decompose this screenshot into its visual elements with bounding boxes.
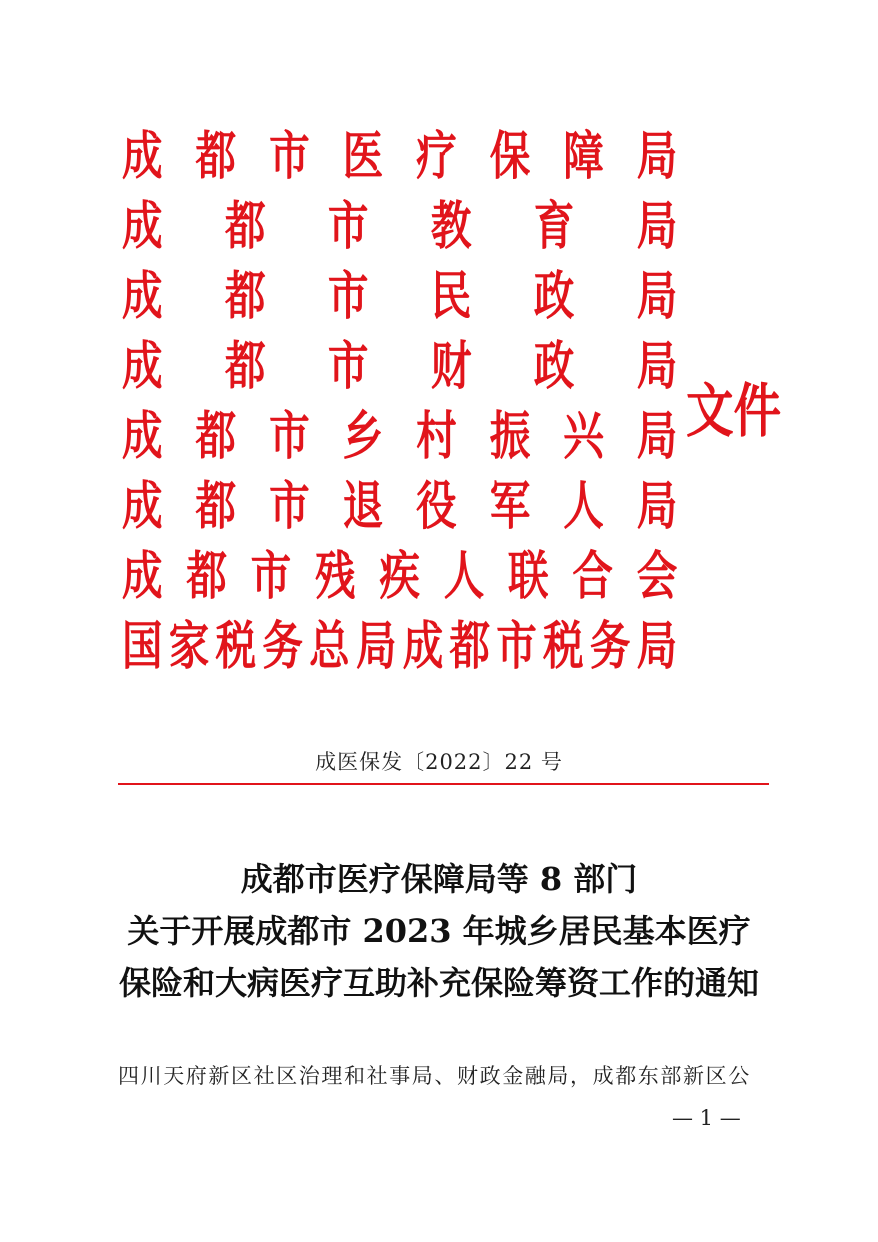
issuer-char: 疾 xyxy=(379,547,420,607)
issuer-char: 务 xyxy=(262,617,303,677)
document-suffix: 文件 xyxy=(686,377,782,445)
issuer-char: 都 xyxy=(195,127,237,187)
issuer-char: 市 xyxy=(496,617,537,677)
issuer-char: 成 xyxy=(122,407,163,467)
issuer-row xyxy=(122,262,677,332)
title-line-3: 保险和大病医疗互助补充保险筹资工作的通知 xyxy=(118,964,759,1002)
issuer-char: 成 xyxy=(122,337,163,397)
issuer-char: 成 xyxy=(122,547,163,607)
title-line-2: 关于开展成都市 2023 年城乡居民基本医疗 xyxy=(127,912,751,950)
issuer-char: 人 xyxy=(443,547,485,607)
issuer-char: 役 xyxy=(416,477,457,537)
issuer-char: 局 xyxy=(636,267,678,327)
issuer-char: 总 xyxy=(309,617,350,677)
issuer-char: 成 xyxy=(122,267,163,327)
issuing-authorities xyxy=(122,122,678,682)
issuer-char: 市 xyxy=(250,547,292,607)
issuer-char: 保 xyxy=(489,127,531,187)
issuer-char: 人 xyxy=(563,477,604,537)
page-number: — 1 — xyxy=(672,1106,741,1130)
issuer-char: 务 xyxy=(589,617,631,677)
issuer-char: 育 xyxy=(533,197,575,257)
issuer-char: 成 xyxy=(122,127,163,187)
issuer-char: 市 xyxy=(269,407,310,467)
issuer-char: 都 xyxy=(195,477,237,537)
issuer-char: 局 xyxy=(636,477,678,537)
issuer-row xyxy=(122,402,677,472)
issuer-row xyxy=(122,122,677,192)
issuer-char: 村 xyxy=(416,407,457,467)
issuer-char: 成 xyxy=(122,197,163,257)
issuer-char: 都 xyxy=(224,267,266,327)
issuer-char: 成 xyxy=(122,477,163,537)
issuer-char: 财 xyxy=(430,337,472,397)
issuer-row xyxy=(122,192,677,262)
issuer-char: 都 xyxy=(449,617,491,677)
issuer-char: 乡 xyxy=(342,407,384,467)
issuer-char: 政 xyxy=(533,267,575,327)
issuer-char: 成 xyxy=(402,617,444,677)
issuer-char: 疗 xyxy=(416,127,457,187)
document-title xyxy=(0,853,878,1009)
issuer-char: 退 xyxy=(342,477,384,537)
issuer-char: 市 xyxy=(269,127,310,187)
issuer-char: 障 xyxy=(563,127,604,187)
issuer-char: 家 xyxy=(168,617,210,677)
issuer-char: 政 xyxy=(533,337,575,397)
issuer-char: 国 xyxy=(122,617,163,677)
issuer-char: 局 xyxy=(636,407,678,467)
title-line-1: 成都市医疗保障局等 8 部门 xyxy=(240,860,638,898)
issuer-char: 税 xyxy=(543,617,584,677)
document-number: 成医保发〔2022〕22 号 xyxy=(315,750,563,774)
issuer-char: 残 xyxy=(315,547,356,607)
issuer-row xyxy=(122,542,677,612)
issuer-char: 市 xyxy=(327,267,369,327)
issuer-char: 兴 xyxy=(563,407,604,467)
issuer-char: 合 xyxy=(572,547,613,607)
issuer-char: 都 xyxy=(224,197,266,257)
issuer-row xyxy=(122,612,677,682)
issuer-char: 局 xyxy=(636,127,678,187)
issuer-char: 教 xyxy=(430,197,472,257)
issuer-char: 振 xyxy=(489,407,531,467)
issuer-char: 都 xyxy=(195,407,237,467)
issuer-char: 局 xyxy=(636,197,678,257)
red-divider-line xyxy=(118,783,769,785)
issuer-char: 税 xyxy=(215,617,257,677)
issuer-char: 会 xyxy=(636,547,678,607)
issuer-char: 军 xyxy=(489,477,531,537)
issuer-char: 市 xyxy=(327,337,369,397)
issuer-char: 都 xyxy=(224,337,266,397)
issuer-row xyxy=(122,332,677,402)
issuer-char: 局 xyxy=(355,617,397,677)
issuer-char: 市 xyxy=(269,477,310,537)
issuer-row xyxy=(122,472,677,542)
issuer-char: 联 xyxy=(508,547,549,607)
issuer-char: 都 xyxy=(186,547,227,607)
issuer-char: 局 xyxy=(636,337,678,397)
issuer-char: 民 xyxy=(430,267,472,327)
issuer-char: 局 xyxy=(636,617,678,677)
issuer-char: 市 xyxy=(327,197,369,257)
issuer-char: 医 xyxy=(342,127,384,187)
addressee-text: 四川天府新区社区治理和社事局、财政金融局，成都东部新区公 xyxy=(118,1064,751,1088)
